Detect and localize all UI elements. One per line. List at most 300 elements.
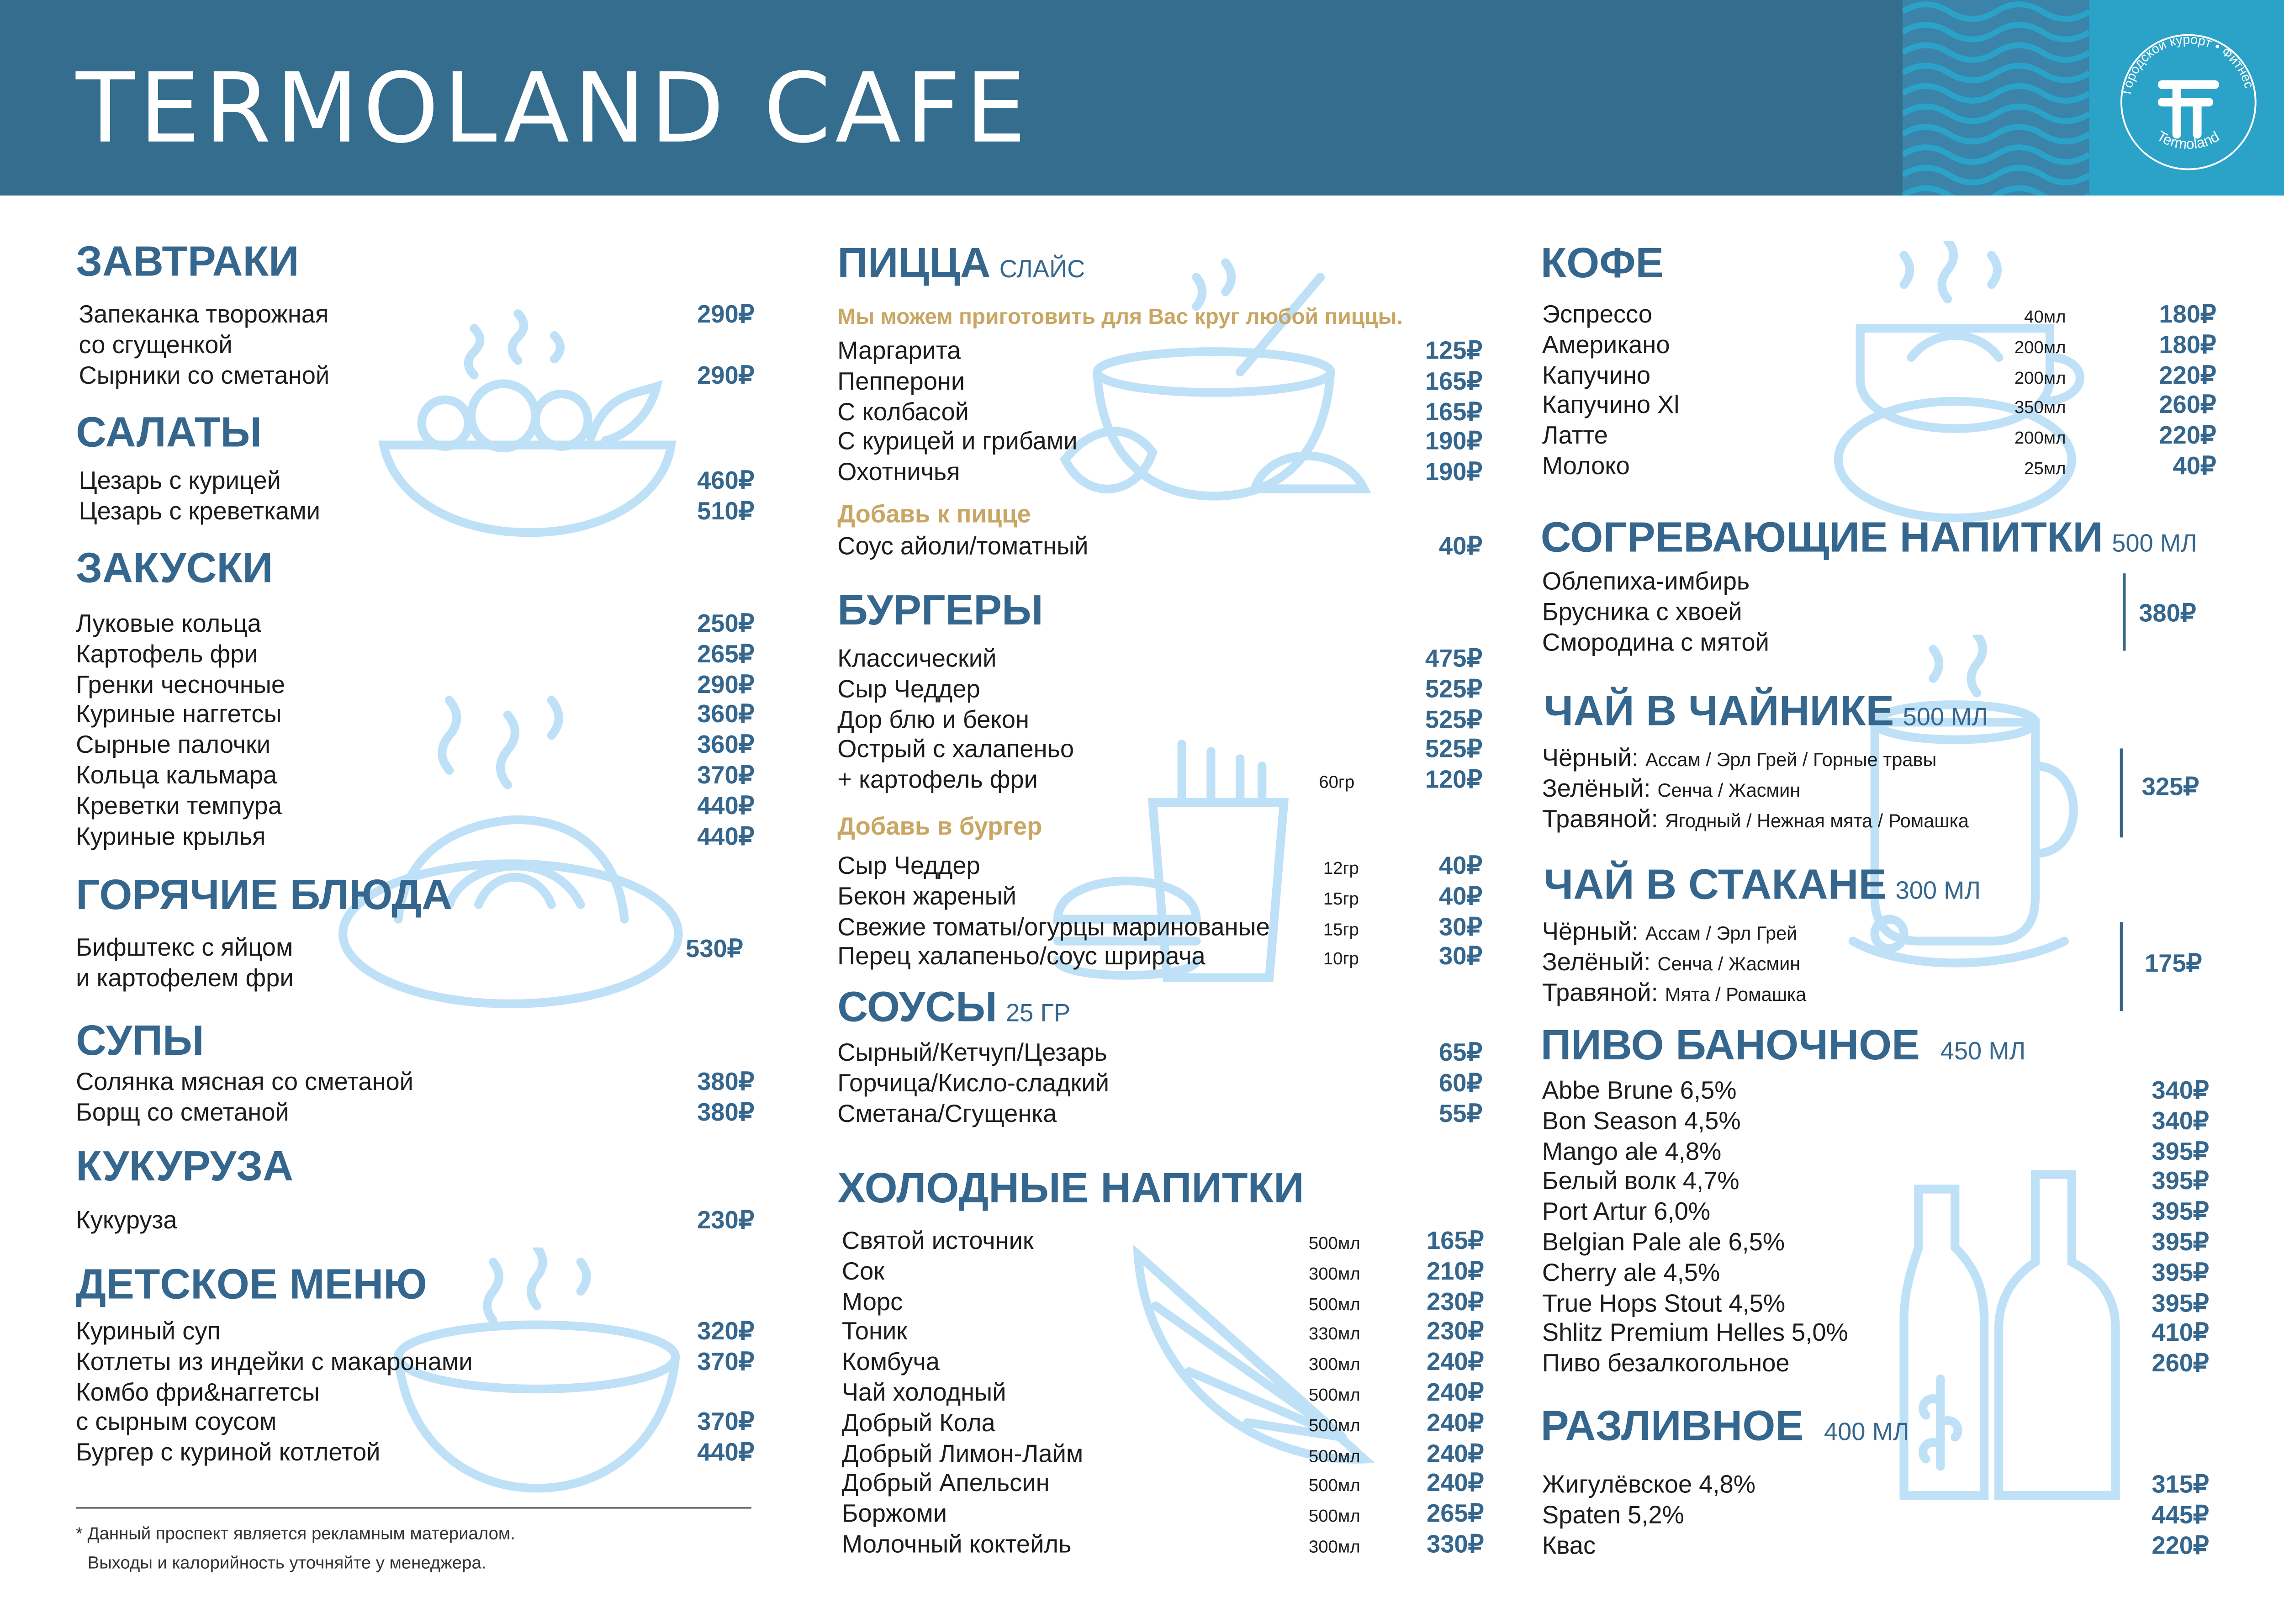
list-item: Чёрный: Ассам / Эрл Грей / Горные травы [1542,744,1937,772]
item-name: Солянка мясная со сметаной [76,1068,414,1096]
item-name: Сок [841,1257,885,1285]
pizza-subtitle: СЛАЙС [999,255,1085,283]
item-name: True Hops Stout 4,5% [1542,1289,1786,1317]
hot-list [76,934,754,995]
snacks-list [76,610,754,852]
item-price: 55₽ [1439,1099,1482,1127]
item-price: 290₽ [697,670,755,698]
list-item [837,367,1482,397]
beer-subtitle: 450 МЛ [1940,1037,2026,1065]
list-item [79,497,754,527]
footer-divider [76,1507,751,1508]
item-name: Сметана/Сгущенка [837,1099,1057,1127]
item-price: 380₽ [697,1098,755,1127]
coffee-list [1542,301,2216,483]
item-volume: 300мл [1308,1263,1360,1284]
list-item [837,766,1482,796]
item-name: Бифштекс с яйцом [76,934,293,962]
list-item: Облепиха-имбирь [1542,567,1750,596]
salads-heading: САЛАТЫ [76,410,262,457]
item-volume: 200мл [2014,367,2066,388]
draft-title: РАЗЛИВНОЕ [1540,1403,1804,1450]
item-volume: 25мл [2024,458,2066,479]
item-volume: 60гр [1319,772,1355,793]
list-item [76,822,754,852]
item-name: Тоник [841,1318,908,1346]
snacks-heading: ЗАКУСКИ [76,545,273,592]
coffee-heading: КОФЕ [1540,240,1664,288]
item-price: 360₽ [697,701,755,729]
list-item [1542,301,2216,331]
item-name: Пепперони [837,367,965,395]
item-volume: 10гр [1323,949,1359,969]
item-price: 395₽ [2152,1259,2209,1287]
logo-name: Termoland [2154,127,2222,153]
item-name: Запеканка творожная [79,300,329,328]
list-item [76,1098,754,1128]
item-name: Квас [1542,1531,1596,1559]
list-item [76,610,754,640]
pizza-note: Мы можем приготовить для Вас круг любой пиццы. [837,305,1403,330]
item-price: 265₽ [1427,1500,1484,1528]
item-name: Сыр Чеддер [837,675,980,703]
list-item [842,1470,1484,1500]
tea-glass-price: 175₽ [2145,950,2202,978]
list-item: Зелёный: Сенча / Жасмин [1542,774,1801,802]
termoland-logo-icon [2089,0,2284,196]
list-item [76,731,754,762]
warm-bracket [2123,573,2125,651]
list-item [76,792,754,822]
item-volume: 500мл [1308,1445,1360,1466]
item-price: 395₽ [2152,1228,2209,1256]
list-item: Травяной: Мята / Ромашка [1542,978,1807,1006]
item-name: со сгущенкой [79,331,233,359]
logo-panel [2089,0,2284,196]
item-volume: 12гр [1323,858,1359,878]
item-name: Жигулёвское 4,8% [1542,1471,1756,1499]
sauces-title: СОУСЫ [837,984,997,1032]
list-item [76,934,754,964]
pizza-list [837,337,1482,489]
list-item [837,1069,1482,1099]
item-volume: 500мл [1308,1506,1360,1527]
list-item [1542,1319,2209,1349]
item-price: 370₽ [697,762,755,789]
item-price: 410₽ [2152,1319,2209,1348]
item-price: 440₽ [697,792,755,820]
item-name: Картофель фри [76,640,258,668]
item-price: 360₽ [697,731,755,759]
item-price: 440₽ [697,822,755,850]
item-price: 395₽ [2152,1137,2209,1165]
list-item [76,964,754,995]
item-name: Bon Season 4,5% [1542,1107,1741,1135]
corn-heading: КУКУРУЗА [76,1144,294,1191]
item-price: 220₽ [2159,422,2216,450]
item-name: Цезарь с курицей [79,467,281,495]
item-volume: 500мл [1308,1476,1360,1496]
svg-text:Termoland [2154,127,2222,152]
pizza-addon-title: Добавь к пицце [837,500,1031,529]
item-price: 320₽ [697,1317,755,1345]
list-item [79,331,754,361]
item-price: 370₽ [697,1348,755,1376]
warm-title: СОГРЕВАЮЩИЕ НАПИТКИ [1540,515,2103,562]
list-item [76,1068,754,1098]
item-price: 165₽ [1427,1227,1484,1255]
list-item [76,1378,754,1408]
tea-glass-subtitle: 300 МЛ [1895,877,1981,905]
item-name: Капучино Xl [1542,391,1680,419]
sauces-heading [837,984,1070,1039]
item-name: Бекон жареный [837,882,1017,910]
item-name: Сырный/Кетчуп/Цезарь [837,1039,1107,1067]
item-price: 380₽ [697,1068,755,1096]
item-name: Молочный коктейль [841,1530,1072,1558]
list-item [1542,452,2216,482]
item-price: 240₽ [1427,1379,1484,1407]
item-volume: 330мл [1308,1324,1360,1344]
item-name: Spaten 5,2% [1542,1501,1684,1529]
item-name: Сырные палочки [76,731,271,759]
cold-list [842,1227,1484,1561]
warm-list [1542,567,2097,658]
list-item [837,675,1482,705]
cold-heading: ХОЛОДНЫЕ НАПИТКИ [837,1165,1304,1213]
list-item [76,1439,754,1469]
list-item [1542,422,2216,452]
soups-heading: СУПЫ [76,1018,204,1065]
item-name: Кукуруза [76,1206,177,1235]
item-name: Port Artur 6,0% [1542,1198,1711,1226]
item-name: С курицей и грибами [837,428,1078,456]
soups-list [76,1068,754,1129]
item-name: Морс [841,1287,903,1316]
item-price: 165₽ [1425,397,1482,426]
item-volume: 500мл [1308,1293,1360,1314]
list-item [837,645,1482,675]
list-item [1542,1350,2209,1380]
list-item [79,301,754,331]
item-name: Сырники со сметаной [79,361,330,389]
item-name: Белый волк 4,7% [1542,1168,1739,1196]
item-price: 440₽ [697,1439,755,1467]
item-price: 240₽ [1427,1409,1484,1437]
list-item [837,706,1482,736]
breakfast-heading: ЗАВТРАКИ [76,239,299,286]
item-volume: 15гр [1323,918,1359,939]
list-item: Чёрный: Ассам / Эрл Грей [1542,917,1798,946]
item-name: с сырным соусом [76,1408,277,1437]
item-price: 210₽ [1427,1257,1484,1285]
item-name: Дор блю и бекон [837,705,1029,734]
hot-price: 530₽ [686,935,743,963]
list-item [76,1408,754,1439]
list-item [842,1318,1484,1348]
item-name: Куриные крылья [76,822,266,850]
item-name: Эспрессо [1542,300,1653,328]
wave-pattern-icon [1903,0,2089,196]
burgers-list [837,645,1482,797]
item-price: 290₽ [697,361,755,389]
item-price: 40₽ [1439,532,1482,561]
tea-glass-list [1542,918,2111,1009]
item-price: 30₽ [1439,913,1482,941]
list-item [837,533,1482,563]
list-item [837,337,1482,367]
item-price: 260₽ [2159,391,2216,419]
list-item [837,943,1482,973]
pizza-addons-list [837,533,1482,563]
item-price: 475₽ [1425,645,1482,673]
item-price: 230₽ [1427,1287,1484,1316]
draft-heading [1541,1402,1909,1457]
warm-heading [1541,513,2197,569]
warm-price: 380₽ [2139,599,2196,628]
list-item [837,428,1482,458]
footer-line-1: * Данный проспект является рекламным материалом. [76,1523,515,1544]
list-item [842,1227,1484,1257]
item-volume: 500мл [1308,1384,1360,1405]
item-name: Пиво безалкогольное [1542,1349,1790,1378]
item-price: 240₽ [1427,1348,1484,1376]
list-item [1542,1531,2209,1561]
item-name: Капучино [1542,361,1651,389]
item-price: 330₽ [1427,1530,1484,1558]
item-price: 190₽ [1425,458,1482,487]
item-name: Abbe Brune 6,5% [1542,1077,1737,1105]
list-item [1542,1137,2209,1168]
item-price: 460₽ [697,467,755,495]
item-name: Цезарь с креветками [79,497,321,525]
item-name: Котлеты из индейки с макаронами [76,1348,473,1376]
burgers-heading: БУРГЕРЫ [837,588,1043,635]
list-item [842,1379,1484,1409]
item-name: Острый с халапеньо [837,735,1074,764]
pizza-heading [837,239,1085,295]
item-price: 250₽ [697,610,755,638]
item-name: Cherry ale 4,5% [1542,1259,1720,1287]
breakfast-list [79,301,754,391]
item-name: Классический [837,645,997,673]
list-item [837,883,1482,913]
list-item: Брусника с хвоей [1542,598,1742,626]
pizza-title: ПИЦЦА [837,240,991,288]
item-price: 340₽ [2152,1107,2209,1135]
item-name: Охотничья [837,458,960,487]
cafe-title: TERMOLAND CAFE [76,52,1031,165]
beer-title: ПИВО БАНОЧНОЕ [1540,1022,1920,1070]
list-item [1542,1077,2209,1107]
footer-line-2: Выходы и калорийность уточняйте у менеджера. [87,1552,486,1573]
warm-subtitle: 500 МЛ [2112,529,2197,558]
list-item [837,1100,1482,1130]
list-item [842,1530,1484,1561]
item-name: Латте [1542,422,1608,450]
item-price: 290₽ [697,300,755,328]
list-item [837,458,1482,488]
item-name: Гренки чесночные [76,670,286,698]
item-price: 315₽ [2152,1471,2209,1499]
item-price: 240₽ [1427,1439,1484,1467]
list-item [837,736,1482,766]
list-item [76,1317,754,1348]
item-price: 395₽ [2152,1198,2209,1226]
item-price: 240₽ [1427,1470,1484,1498]
item-price: 120₽ [1425,766,1482,794]
item-name: Кольца кальмара [76,762,277,789]
item-volume: 200мл [2014,337,2066,357]
item-name: Куриный суп [76,1317,221,1345]
item-price: 340₽ [2152,1077,2209,1105]
item-name: С колбасой [837,397,969,426]
item-price: 40₽ [2173,452,2216,480]
kids-list [76,1317,754,1469]
item-name: Добрый Лимон-Лайм [841,1439,1084,1467]
list-item [1542,1107,2209,1137]
item-price: 220₽ [2152,1531,2209,1559]
list-item [76,701,754,731]
item-price: 525₽ [1425,675,1482,703]
item-price: 395₽ [2152,1289,2209,1317]
list-item [842,1257,1484,1287]
item-name: Соус айоли/томатный [837,532,1089,561]
item-price: 220₽ [2159,361,2216,389]
item-name: Куриные наггетсы [76,701,282,729]
item-name: Горчица/Кисло-сладкий [837,1069,1110,1097]
draft-list [1542,1471,2209,1561]
draft-subtitle: 400 МЛ [1824,1418,1909,1446]
item-price: 40₽ [1439,852,1482,880]
item-volume: 300мл [1308,1536,1360,1557]
item-volume: 15гр [1323,888,1359,909]
kids-heading: ДЕТСКОЕ МЕНЮ [76,1262,427,1309]
list-item [842,1349,1484,1379]
list-item: Травяной: Ягодный / Нежная мята / Ромашка [1542,804,1969,833]
item-price: 525₽ [1425,735,1482,764]
item-price: 525₽ [1425,705,1482,734]
tea-pot-title: ЧАЙ В ЧАЙНИКЕ [1544,688,1894,735]
item-name: Комбуча [841,1348,940,1376]
list-item [1542,1289,2209,1319]
list-item [1542,1228,2209,1259]
list-item [837,913,1482,943]
list-item [1542,1471,2209,1501]
list-item [842,1409,1484,1439]
item-price: 445₽ [2152,1501,2209,1529]
list-item [842,1500,1484,1530]
item-price: 190₽ [1425,428,1482,456]
item-name: Сыр Чеддер [837,852,980,880]
list-item [76,671,754,701]
list-item [79,467,754,497]
item-price: 30₽ [1439,943,1482,971]
item-name: Бургер с куриной котлетой [76,1439,381,1467]
item-volume: 300мл [1308,1354,1360,1375]
item-name: Боржоми [841,1500,947,1528]
item-name: + картофель фри [837,766,1038,794]
item-volume: 200мл [2014,428,2066,449]
list-item [842,1439,1484,1470]
item-price: 230₽ [1427,1318,1484,1346]
item-name: Американо [1542,331,1670,359]
item-name: Маргарита [837,337,961,365]
item-volume: 500мл [1308,1415,1360,1436]
item-price: 510₽ [697,497,755,525]
tea-glass-heading [1544,861,1981,916]
list-item [1542,1198,2209,1228]
item-price: 125₽ [1425,337,1482,365]
item-price: 230₽ [697,1206,755,1235]
list-item [76,762,754,792]
item-price: 180₽ [2159,331,2216,359]
item-name: Молоко [1542,452,1630,480]
list-item [1542,1168,2209,1198]
item-name: Святой источник [841,1227,1034,1255]
item-name: Комбо фри&наггетсы [76,1378,320,1406]
item-name: и картофелем фри [76,964,294,992]
item-price: 65₽ [1439,1039,1482,1067]
salads-list [79,467,754,528]
item-name: Shlitz Premium Helles 5,0% [1542,1319,1848,1348]
item-price: 265₽ [697,640,755,668]
list-item: Зелёный: Сенча / Жасмин [1542,948,1801,976]
list-item [1542,331,2216,361]
header-bar [0,0,2284,196]
item-price: 40₽ [1439,882,1482,910]
burgers-addons-list [837,852,1482,973]
list-item [837,1039,1482,1069]
item-name: Чай холодный [841,1379,1006,1407]
list-item: Смородина с мятой [1542,628,1769,656]
burgers-addon-title: Добавь в бургер [837,812,1042,841]
logo-ring-text: Городской курорт • Фитнес [2119,32,2257,95]
beer-heading [1541,1021,2025,1077]
sauces-subtitle: 25 ГР [1005,999,1071,1027]
item-price: 260₽ [2152,1349,2209,1378]
item-name: Луковые кольца [76,610,261,638]
hot-heading: ГОРЯЧИЕ БЛЮДА [76,872,453,920]
tea-pot-subtitle: 500 МЛ [1903,703,1988,731]
tea-pot-price: 325₽ [2141,773,2199,801]
item-name: Перец халапеньо/соус шрирача [837,943,1205,971]
tea-pot-list [1542,744,2111,835]
item-price: 60₽ [1439,1069,1482,1097]
list-item [1542,1259,2209,1289]
list-item [76,1348,754,1378]
list-item [79,361,754,391]
item-name: Belgian Pale ale 6,5% [1542,1228,1785,1256]
list-item [1542,1501,2209,1531]
tea-glass-title: ЧАЙ В СТАКАНЕ [1544,862,1887,909]
list-item [837,852,1482,882]
item-name: Борщ со сметаной [76,1098,289,1127]
item-price: 370₽ [697,1408,755,1437]
list-item [1542,361,2216,391]
item-price: 395₽ [2152,1168,2209,1196]
tea-pot-bracket [2120,748,2123,837]
corn-list [76,1206,754,1237]
item-name: Свежие томаты/огурцы маринованые [837,913,1270,941]
item-name: Добрый Апельсин [841,1470,1050,1498]
tea-pot-heading [1544,687,1988,742]
item-name: Mango ale 4,8% [1542,1137,1722,1165]
list-item [76,1206,754,1237]
list-item [837,398,1482,428]
item-volume: 350мл [2014,397,2066,418]
list-item [842,1288,1484,1318]
